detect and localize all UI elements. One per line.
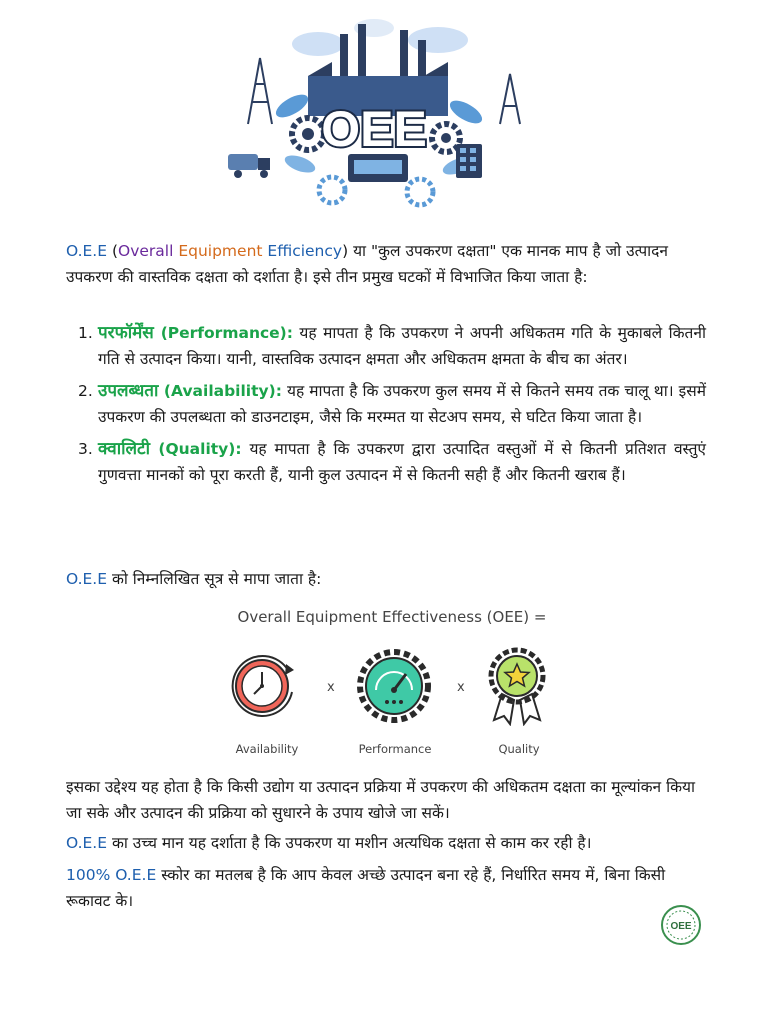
oee-components-list bbox=[66, 320, 706, 494]
word-overall: Overall bbox=[118, 242, 174, 260]
term-quality: क्वालिटी bbox=[98, 439, 151, 459]
oee-stamp-logo bbox=[660, 904, 702, 946]
term-performance: परफॉर्मेंस bbox=[98, 323, 154, 343]
formula-intro bbox=[66, 566, 706, 592]
oee-score-abbr: 100% O.E.E bbox=[66, 866, 157, 884]
oee-abbr: O.E.E bbox=[66, 242, 108, 260]
gauge-icon bbox=[354, 646, 434, 726]
high-value-paragraph bbox=[66, 830, 706, 856]
high-value-text: का उच्च मान यह दर्शाता है कि उपकरण या मशीन अत्यधिक दक्षता से काम कर रही है। bbox=[107, 834, 592, 852]
list-number: 3. bbox=[78, 440, 93, 458]
availability-description: यह मापता है कि उपकरण कुल समय में से कितने समय तक चालू था। इसमें उपकरण की उपलब्धता को डाउनटाइम, जैसे कि मरम्मत या सेटअप समय, से घटित किया जाता है। bbox=[98, 382, 706, 426]
performance-description: यह मापता है कि उपकरण ने अपनी अधिकतम गति के मुकाबले कितनी गति से उत्पादन किया। यानी, वास्तविक उत्पादन क्षमता और अधिकतम क्षमता के बीच का अंतर। bbox=[98, 324, 706, 368]
term-quality-english: (Quality): bbox=[150, 440, 242, 458]
quality-description: यह मापता है कि उपकरण द्वारा उत्पादित वस्तुओं में से कितनी प्रतिशत वस्तुएं गुणवत्ता मानकों को पूरा करती हैं, यानी कुल उत्पादन में से कितनी सही हैं और कितनी खराब हैं। bbox=[98, 440, 706, 484]
stamp-text: OEE bbox=[670, 921, 692, 932]
list-number: 2. bbox=[78, 382, 93, 400]
times-sign: x bbox=[457, 680, 465, 695]
word-efficiency: Efficiency bbox=[262, 242, 343, 260]
clock-icon bbox=[226, 648, 302, 724]
term-performance-english: (Performance): bbox=[153, 324, 293, 342]
list-item-quality bbox=[66, 436, 706, 488]
list-item-performance bbox=[66, 320, 706, 372]
score-paragraph bbox=[66, 862, 706, 914]
times-sign: x bbox=[327, 680, 335, 695]
oee-formula-graphic bbox=[222, 600, 562, 762]
purpose-paragraph: इसका उद्देश्य यह होता है कि किसी उद्योग या उत्पादन प्रक्रिया में उपकरण की अधिकतम दक्षता का मूल्यांकन किया जा सके और उत्पादन की प्रक्रिया को सुधारने के उपाय खोजे जा सकें। bbox=[66, 778, 695, 822]
oee-abbr: O.E.E bbox=[66, 570, 108, 588]
paren-open: ( bbox=[107, 242, 118, 260]
quality-medal-icon bbox=[484, 646, 550, 726]
list-number: 1. bbox=[78, 324, 93, 342]
formula-intro-text: को निम्नलिखित सूत्र से मापा जाता है: bbox=[107, 570, 322, 588]
paren-close: ) bbox=[342, 242, 349, 260]
oee-abbr: O.E.E bbox=[66, 834, 108, 852]
list-item-availability bbox=[66, 378, 706, 430]
term-availability: उपलब्धता bbox=[98, 381, 159, 401]
word-equipment: Equipment bbox=[173, 242, 263, 260]
score-text: स्कोर का मतलब है कि आप केवल अच्छे उत्पादन बना रहे हैं, निर्धारित समय में, बिना किसी रूकावट के। bbox=[66, 866, 666, 910]
oee-logo-text: OEE bbox=[321, 101, 427, 157]
oee-hero-illustration bbox=[208, 14, 540, 214]
label-quality: Quality bbox=[498, 742, 540, 756]
term-availability-english: (Availability): bbox=[158, 382, 282, 400]
label-availability: Availability bbox=[235, 742, 299, 756]
label-performance: Performance bbox=[358, 742, 432, 756]
intro-text: या "कुल उपकरण दक्षता" एक मानक माप है जो उत्पादन उपकरण की वास्तविक दक्षता को दर्शाता है। इसे तीन प्रमुख घटकों में विभाजित किया जाता है: bbox=[66, 242, 668, 286]
formula-title: Overall Equipment Effectiveness (OEE) = bbox=[237, 608, 547, 626]
intro-paragraph bbox=[66, 238, 706, 290]
